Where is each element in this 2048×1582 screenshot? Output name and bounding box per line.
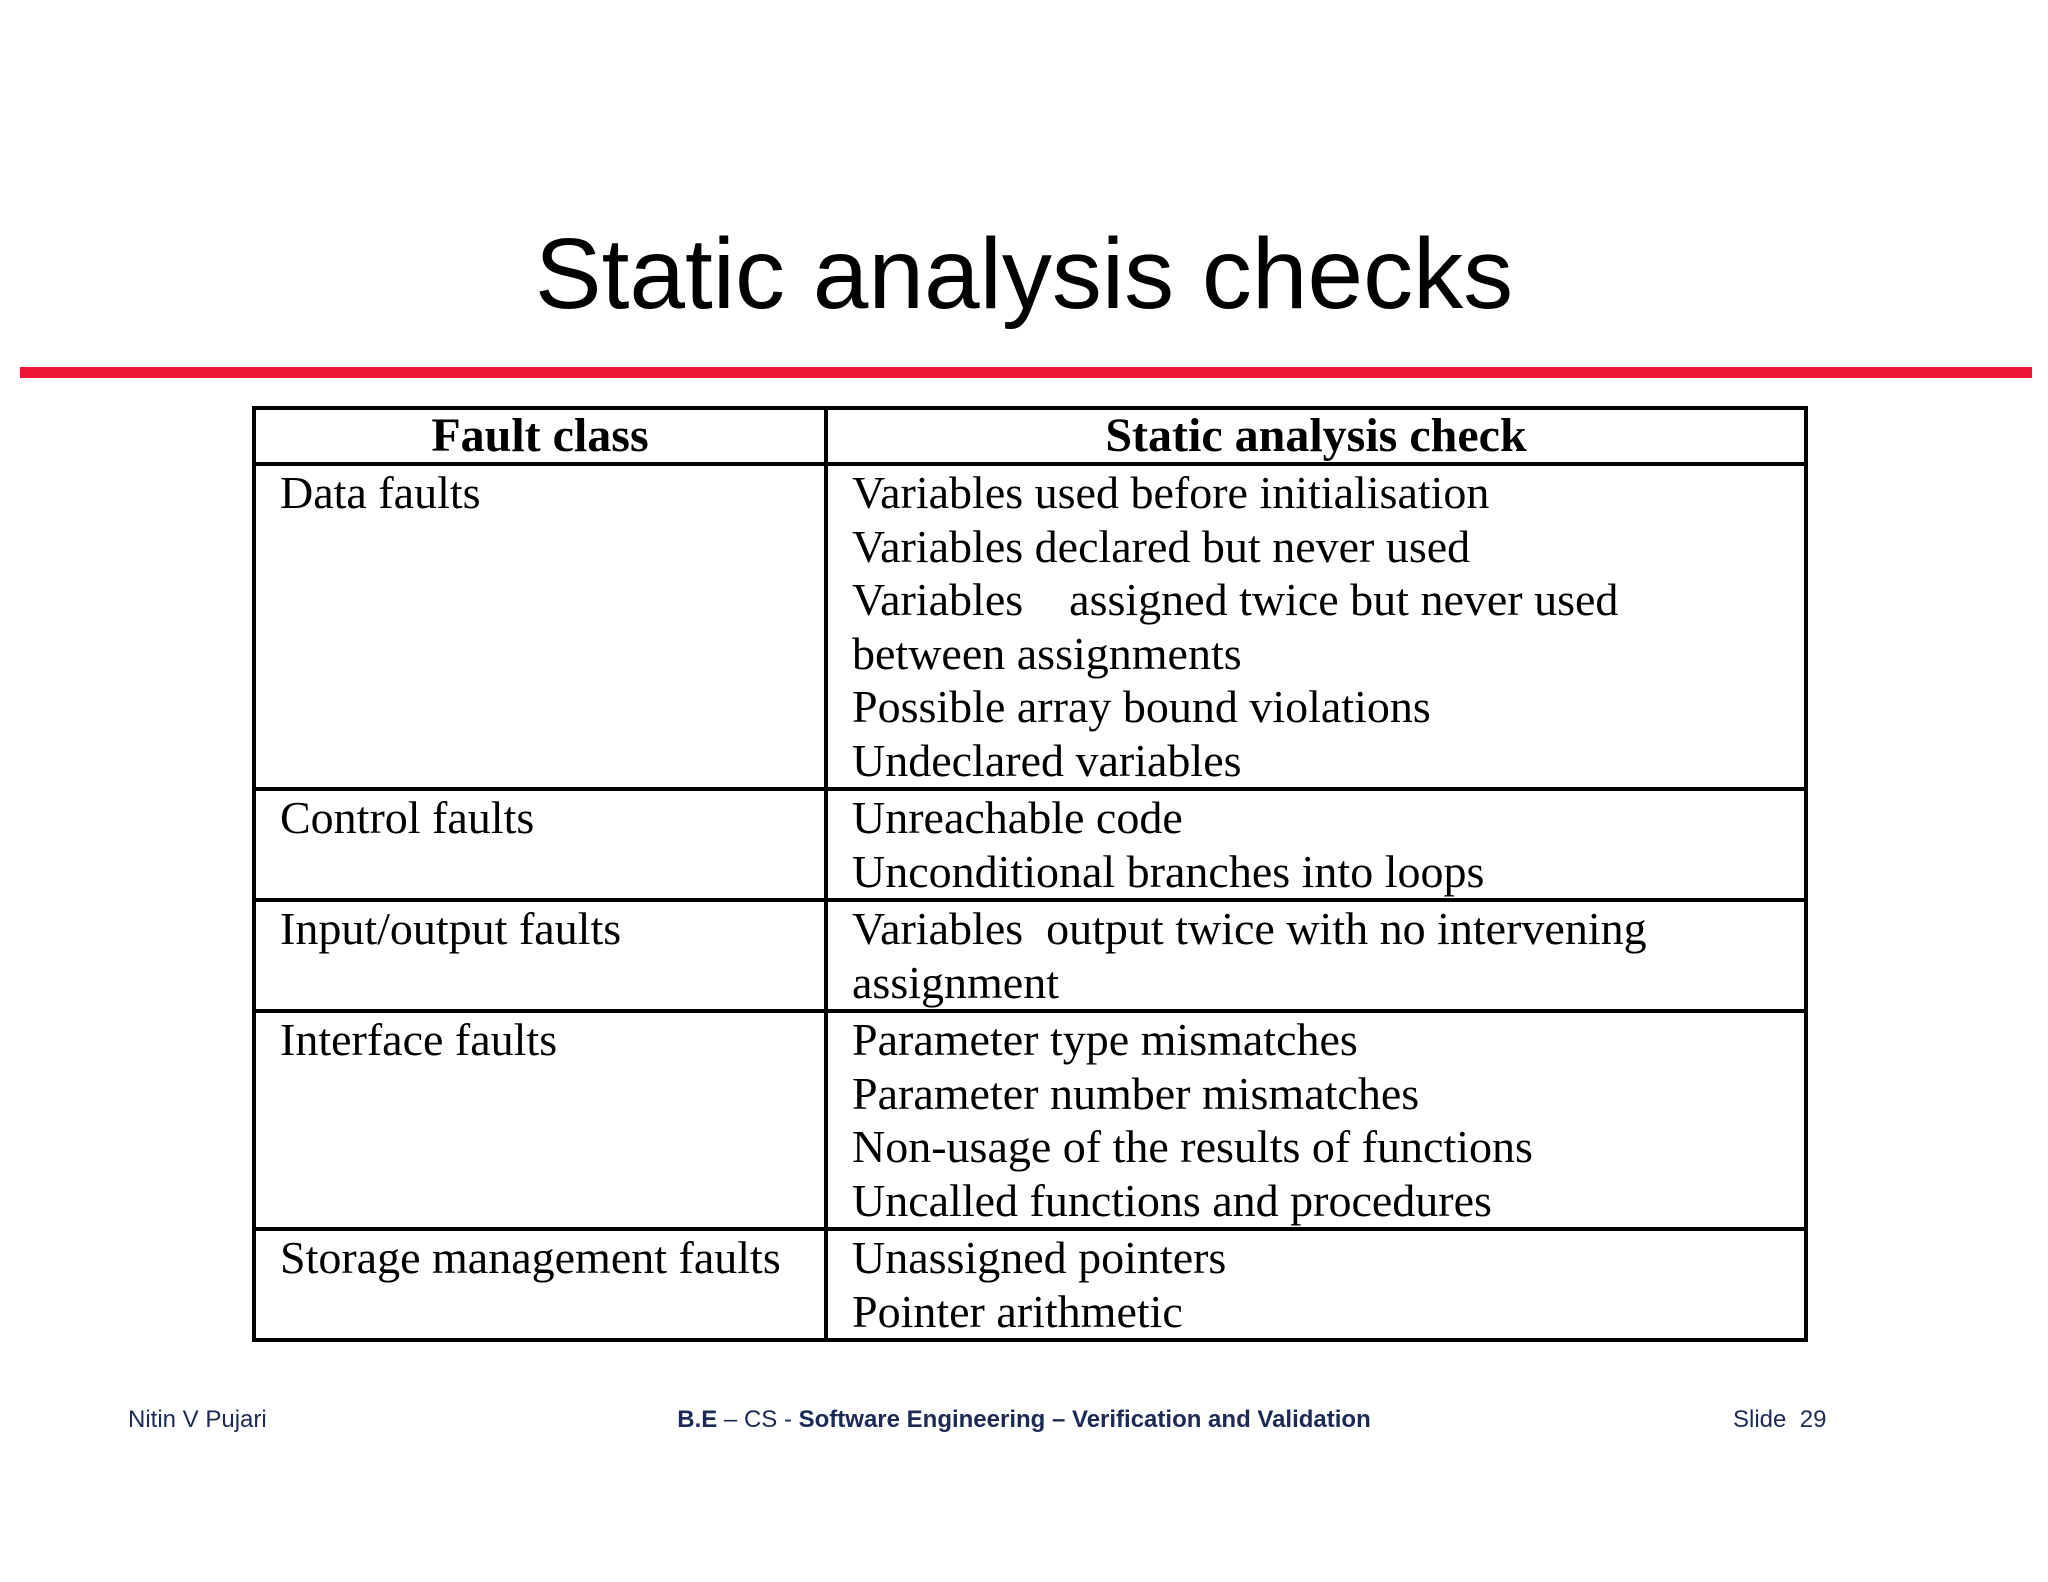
footer-slide-number — [1733, 1405, 1826, 1435]
slide-title: Static analysis checks — [534, 218, 1514, 330]
check-item: Unassigned pointers — [852, 1232, 1227, 1283]
table-row-input-output-faults — [254, 900, 1806, 1011]
fault-class-cell: Storage management faults — [254, 1229, 826, 1340]
footer-slide-label: Slide — [1733, 1406, 1787, 1433]
check-item: between assignments — [852, 627, 1242, 679]
check-item: Pointer arithmetic — [852, 1285, 1183, 1337]
check-item: Non-usage of the results of functions — [852, 1121, 1533, 1172]
fault-class-cell: Data faults — [254, 464, 826, 789]
fault-class-cell: Interface faults — [254, 1011, 826, 1229]
fault-class-cell: Input/output faults — [254, 900, 826, 1011]
fault-class-cell: Control faults — [254, 789, 826, 900]
check-item: Parameter number mismatches — [852, 1067, 1420, 1119]
check-item: Variables used before initialisation — [852, 467, 1490, 518]
check-item: Uncalled functions and procedures — [852, 1174, 1492, 1226]
check-item: Variables output twice with no intervening — [852, 903, 1647, 954]
table-header-row — [254, 408, 1806, 464]
check-item: Possible array bound violations — [852, 681, 1431, 732]
table-row-storage-management-faults — [254, 1229, 1806, 1340]
checks-cell — [826, 1229, 1806, 1340]
table-row-data-faults — [254, 464, 1806, 789]
table-row-control-faults — [254, 789, 1806, 900]
check-item: Unconditional branches into loops — [852, 845, 1485, 897]
check-item: Undeclared variables — [852, 734, 1242, 786]
footer-course-prefix: B.E — [677, 1406, 718, 1433]
footer-author: Nitin V Pujari — [128, 1406, 267, 1433]
header-static-analysis-check: Static analysis check — [826, 408, 1806, 464]
checks-cell — [826, 789, 1806, 900]
footer-slide-value: 29 — [1799, 1406, 1827, 1433]
check-item: Unreachable code — [852, 792, 1183, 843]
check-item: assignment — [852, 956, 1059, 1008]
footer-course-subject: Software Engineering – Verification and Validation — [798, 1406, 1371, 1433]
checks-cell — [826, 1011, 1806, 1229]
check-item: Variables assigned twice but never used — [852, 574, 1619, 625]
checks-cell — [826, 900, 1806, 1011]
title-divider — [20, 367, 2032, 378]
fault-table — [252, 406, 1808, 1342]
check-item: Variables declared but never used — [852, 520, 1471, 572]
check-item: Parameter type mismatches — [852, 1014, 1358, 1065]
table-row-interface-faults — [254, 1011, 1806, 1229]
checks-cell — [826, 464, 1806, 789]
footer-course-dept: – CS - — [717, 1406, 799, 1433]
header-fault-class: Fault class — [254, 408, 826, 464]
